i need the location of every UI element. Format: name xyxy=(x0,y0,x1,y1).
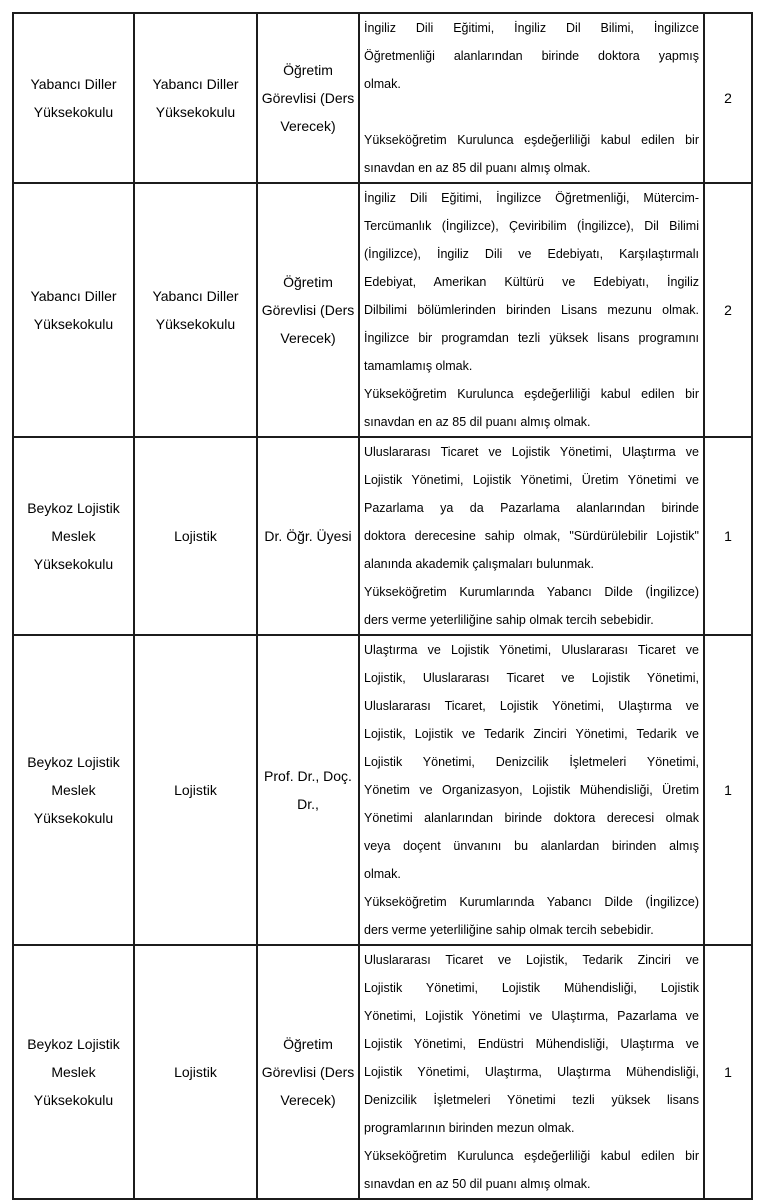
requirement-line: Ulaştırma ve Lojistik Yönetimi, Uluslararası Ticaret ve xyxy=(364,643,699,657)
position-row xyxy=(13,13,752,183)
requirement-line: Tercümanlık (İngilizce), Çeviribilim (İngilizce), Dil Bilimi xyxy=(364,219,699,233)
requirement-line: (İngilizce), İngiliz Dili ve Edebiyatı, Karşılaştırmalı xyxy=(364,247,699,261)
position-row xyxy=(13,635,752,945)
requirement-line: Dilbilimi bölümlerinden birinden Lisans mezunu olmak. xyxy=(364,303,699,317)
title-cell: Öğretim Görevlisi (Ders Verecek) xyxy=(257,183,359,437)
requirements-cell xyxy=(359,437,704,635)
requirement-line: Yükseköğretim Kurumlarında Yabancı Dilde (İngilizce) xyxy=(364,585,699,599)
requirement-line: Yönetimi alanlarından birinde doktora derecesi olmak xyxy=(364,811,699,825)
unit-cell: Yabancı Diller Yüksekokulu xyxy=(13,13,134,183)
requirement-line: doktora derecesine sahip olmak, "Sürdürülebilir Lojistik" xyxy=(364,529,699,543)
requirements-cell xyxy=(359,183,704,437)
requirement-line: Lojistik Yönetimi, Denizcilik İşletmeleri Yönetimi, xyxy=(364,755,699,769)
requirement-line: Lojistik, Lojistik ve Tedarik Zinciri Yönetimi, Tedarik ve xyxy=(364,727,699,741)
department-cell: Lojistik xyxy=(134,635,257,945)
unit-cell: Beykoz Lojistik Meslek Yüksekokulu xyxy=(13,437,134,635)
requirement-line: İngiliz Dili Eğitimi, İngilizce Öğretmenliği, Mütercim- xyxy=(364,191,699,205)
department-cell: Lojistik xyxy=(134,945,257,1200)
title-cell: Prof. Dr., Doç. Dr., xyxy=(257,635,359,945)
count-cell: 2 xyxy=(704,183,752,437)
requirements-cell xyxy=(359,13,704,183)
requirement-line: Denizcilik İşletmeleri Yönetimi tezli yüksek lisans xyxy=(364,1093,699,1107)
requirement-line: veya doçent ünvanını bu alanlardan birinden almış xyxy=(364,839,699,853)
requirement-line: Yükseköğretim Kurumlarında Yabancı Dilde (İngilizce) xyxy=(364,895,699,909)
department-cell: Yabancı Diller Yüksekokulu xyxy=(134,183,257,437)
requirement-line: Yükseköğretim Kurulunca eşdeğerliliği kabul edilen bir xyxy=(364,387,699,401)
unit-cell: Yabancı Diller Yüksekokulu xyxy=(13,183,134,437)
requirement-line: Uluslararası Ticaret ve Lojistik Yönetimi, Ulaştırma ve xyxy=(364,445,699,459)
title-cell: Dr. Öğr. Üyesi xyxy=(257,437,359,635)
requirement-line: Yükseköğretim Kurulunca eşdeğerliliği kabul edilen bir xyxy=(364,1149,699,1163)
requirement-line: sınavdan en az 50 dil puanı almış olmak. xyxy=(364,1177,591,1191)
table-body xyxy=(13,13,752,1200)
requirement-line: ders verme yeterliliğine sahip olmak tercih sebebidir. xyxy=(364,923,654,937)
requirements-cell xyxy=(359,635,704,945)
count-cell: 1 xyxy=(704,437,752,635)
requirement-line: Yükseköğretim Kurulunca eşdeğerliliği kabul edilen bir xyxy=(364,133,699,147)
requirement-line: Yönetimi, Lojistik Yönetimi ve Ulaştırma, Pazarlama ve xyxy=(364,1009,699,1023)
position-row xyxy=(13,183,752,437)
requirement-line: Uluslararası Ticaret, Lojistik Yönetimi, Ulaştırma ve xyxy=(364,699,699,713)
requirement-line: ders verme yeterliliğine sahip olmak tercih sebebidir. xyxy=(364,613,654,627)
requirement-line: programlarının birinden mezun olmak. xyxy=(364,1121,575,1135)
requirement-line: sınavdan en az 85 dil puanı almış olmak. xyxy=(364,161,591,175)
requirement-line: Lojistik Yönetimi, Lojistik Yönetimi, Üretim Yönetimi ve xyxy=(364,473,699,487)
position-row xyxy=(13,437,752,635)
count-cell: 2 xyxy=(704,13,752,183)
requirement-line: olmak. xyxy=(364,867,401,881)
requirement-line: tamamlamış olmak. xyxy=(364,359,473,373)
academic-positions-table xyxy=(12,12,753,1200)
requirement-line: İngilizce bir programdan tezli yüksek lisans programını xyxy=(364,331,699,345)
requirement-line: Yönetim ve Organizasyon, Lojistik Mühendisliği, Üretim xyxy=(364,783,699,797)
position-row xyxy=(13,945,752,1200)
title-cell: Öğretim Görevlisi (Ders Verecek) xyxy=(257,13,359,183)
unit-cell: Beykoz Lojistik Meslek Yüksekokulu xyxy=(13,635,134,945)
unit-cell: Beykoz Lojistik Meslek Yüksekokulu xyxy=(13,945,134,1200)
requirement-line: Öğretmenliği alanlarından birinde doktora yapmış xyxy=(364,49,699,63)
requirement-line: Pazarlama ya da Pazarlama alanlarından birinde xyxy=(364,501,699,515)
requirement-line: Lojistik Yönetimi, Endüstri Mühendisliği, Ulaştırma ve xyxy=(364,1037,699,1051)
requirement-line: Lojistik, Uluslararası Ticaret ve Lojistik Yönetimi, xyxy=(364,671,699,685)
department-cell: Yabancı Diller Yüksekokulu xyxy=(134,13,257,183)
requirement-line: olmak. xyxy=(364,77,401,91)
requirements-cell xyxy=(359,945,704,1200)
department-cell: Lojistik xyxy=(134,437,257,635)
requirement-line: İngiliz Dili Eğitimi, İngiliz Dil Bilimi, İngilizce xyxy=(364,21,699,35)
count-cell: 1 xyxy=(704,945,752,1200)
requirement-blank-line xyxy=(364,98,699,126)
title-cell: Öğretim Görevlisi (Ders Verecek) xyxy=(257,945,359,1200)
requirement-line: alanında akademik çalışmaları bulunmak. xyxy=(364,557,594,571)
requirement-line: Lojistik Yönetimi, Ulaştırma, Ulaştırma Mühendisliği, xyxy=(364,1065,699,1079)
count-cell: 1 xyxy=(704,635,752,945)
requirement-line: Uluslararası Ticaret ve Lojistik, Tedarik Zinciri ve xyxy=(364,953,699,967)
requirement-line: Edebiyat, Amerikan Kültürü ve Edebiyatı, İngiliz xyxy=(364,275,699,289)
requirement-line: Lojistik Yönetimi, Lojistik Mühendisliği, Lojistik xyxy=(364,981,699,995)
requirement-line: sınavdan en az 85 dil puanı almış olmak. xyxy=(364,415,591,429)
